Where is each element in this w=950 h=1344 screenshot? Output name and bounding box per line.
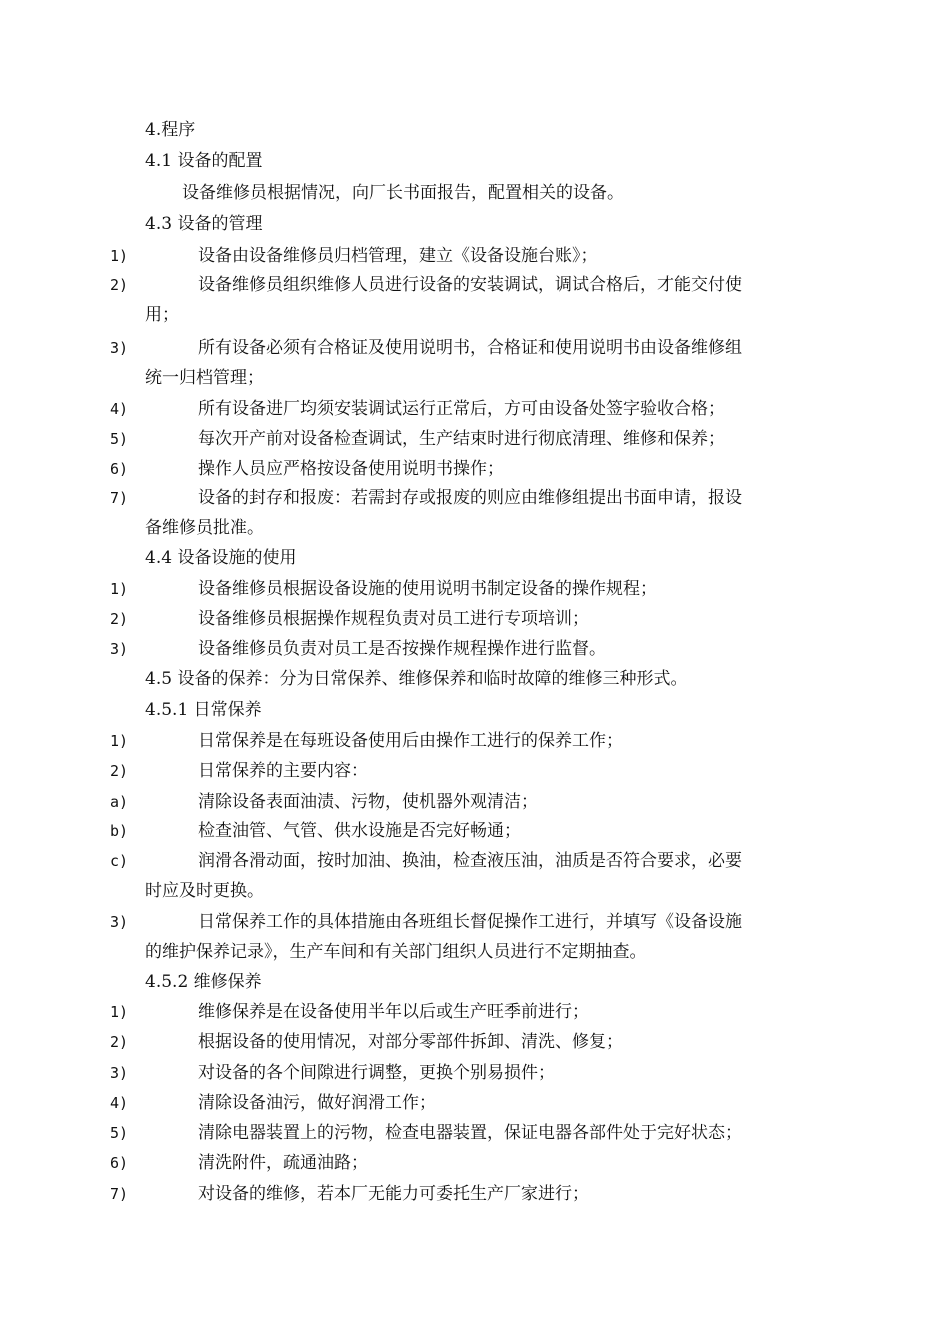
list-item-text: 每次开产前对设备检查调试，生产结束时进行彻底清理、维修和保养； [198, 429, 725, 449]
list-item-continuation: 统一归档管理； [145, 368, 264, 388]
heading-equipment-configuration: 4.1 设备的配置 [145, 151, 263, 171]
list-item-text: 清洗附件，疏通油路； [198, 1153, 368, 1173]
list-number: 1) [110, 1003, 129, 1021]
list-item-text: 清除设备表面油渍、污物，使机器外观清洁； [198, 792, 538, 812]
list-number: 2) [110, 610, 129, 628]
list-number: 3) [110, 913, 129, 931]
list-item-text: 润滑各滑动面，按时加油、换油，检查液压油，油质是否符合要求，必要 [198, 851, 742, 871]
list-number: 1) [110, 732, 129, 750]
list-number: b) [110, 822, 129, 840]
list-item-text: 所有设备进厂均须安装调试运行正常后，方可由设备处签字验收合格； [198, 399, 725, 419]
list-number: 1) [110, 580, 129, 598]
heading-repair-maintenance: 4.5.2 维修保养 [145, 972, 262, 992]
list-item-text: 日常保养是在每班设备使用后由操作工进行的保养工作； [198, 731, 623, 751]
list-item-text: 根据设备的使用情况，对部分零部件拆卸、清洗、修复； [198, 1032, 623, 1052]
list-number: a) [110, 793, 129, 811]
list-number: 3) [110, 640, 129, 658]
list-number: c) [110, 852, 129, 870]
list-item-continuation: 备维修员批准。 [145, 518, 264, 538]
list-number: 6) [110, 1154, 129, 1172]
paragraph-configuration: 设备维修员根据情况，向厂长书面报告，配置相关的设备。 [182, 183, 624, 203]
list-number: 1) [110, 247, 129, 265]
list-number: 2) [110, 1033, 129, 1051]
list-number: 2) [110, 762, 129, 780]
list-item-text: 设备维修员组织维修人员进行设备的安装调试，调试合格后，才能交付使 [198, 275, 742, 295]
list-number: 5) [110, 1124, 129, 1142]
list-item-text: 所有设备必须有合格证及使用说明书，合格证和使用说明书由设备维修组 [198, 338, 742, 358]
list-number: 7) [110, 489, 129, 507]
list-item-text: 检查油管、气管、供水设施是否完好畅通； [198, 821, 521, 841]
list-item-text: 设备维修员根据操作规程负责对员工进行专项培训； [198, 609, 589, 629]
list-item-text: 操作人员应严格按设备使用说明书操作； [198, 459, 504, 479]
list-item-text: 设备的封存和报废：若需封存或报废的则应由维修组提出书面申请，报设 [198, 488, 742, 508]
list-item-text: 设备由设备维修员归档管理，建立《设备设施台账》； [198, 246, 598, 266]
list-number: 7) [110, 1185, 129, 1203]
heading-procedure: 4.程序 [145, 120, 196, 140]
list-number: 4) [110, 1094, 129, 1112]
list-number: 3) [110, 339, 129, 357]
heading-equipment-use: 4.4 设备设施的使用 [145, 548, 297, 568]
list-item-text: 维修保养是在设备使用半年以后或生产旺季前进行； [198, 1002, 589, 1022]
list-item-text: 对设备的维修，若本厂无能力可委托生产厂家进行； [198, 1184, 589, 1204]
list-item-continuation: 时应及时更换。 [145, 881, 264, 901]
list-number: 6) [110, 460, 129, 478]
list-number: 5) [110, 430, 129, 448]
list-item-text: 日常保养的主要内容： [198, 761, 368, 781]
list-item-text: 设备维修员根据设备设施的使用说明书制定设备的操作规程； [198, 579, 657, 599]
list-item-text: 日常保养工作的具体措施由各班组长督促操作工进行，并填写《设备设施 [198, 912, 742, 932]
list-item-text: 清除设备油污，做好润滑工作； [198, 1093, 436, 1113]
list-number: 3) [110, 1064, 129, 1082]
heading-equipment-management: 4.3 设备的管理 [145, 214, 263, 234]
list-item-text: 设备维修员负责对员工是否按操作规程操作进行监督。 [198, 639, 606, 659]
list-item-text: 对设备的各个间隙进行调整，更换个别易损件； [198, 1063, 555, 1083]
list-item-continuation: 的维护保养记录》，生产车间和有关部门组织人员进行不定期抽查。 [145, 942, 647, 962]
heading-equipment-maintenance: 4.5 设备的保养：分为日常保养、维修保养和临时故障的维修三种形式。 [145, 669, 688, 689]
heading-daily-maintenance: 4.5.1 日常保养 [145, 700, 262, 720]
list-item-text: 清除电器装置上的污物，检查电器装置，保证电器各部件处于完好状态； [198, 1123, 742, 1143]
list-item-continuation: 用； [145, 305, 179, 325]
list-number: 4) [110, 400, 129, 418]
list-number: 2) [110, 276, 129, 294]
